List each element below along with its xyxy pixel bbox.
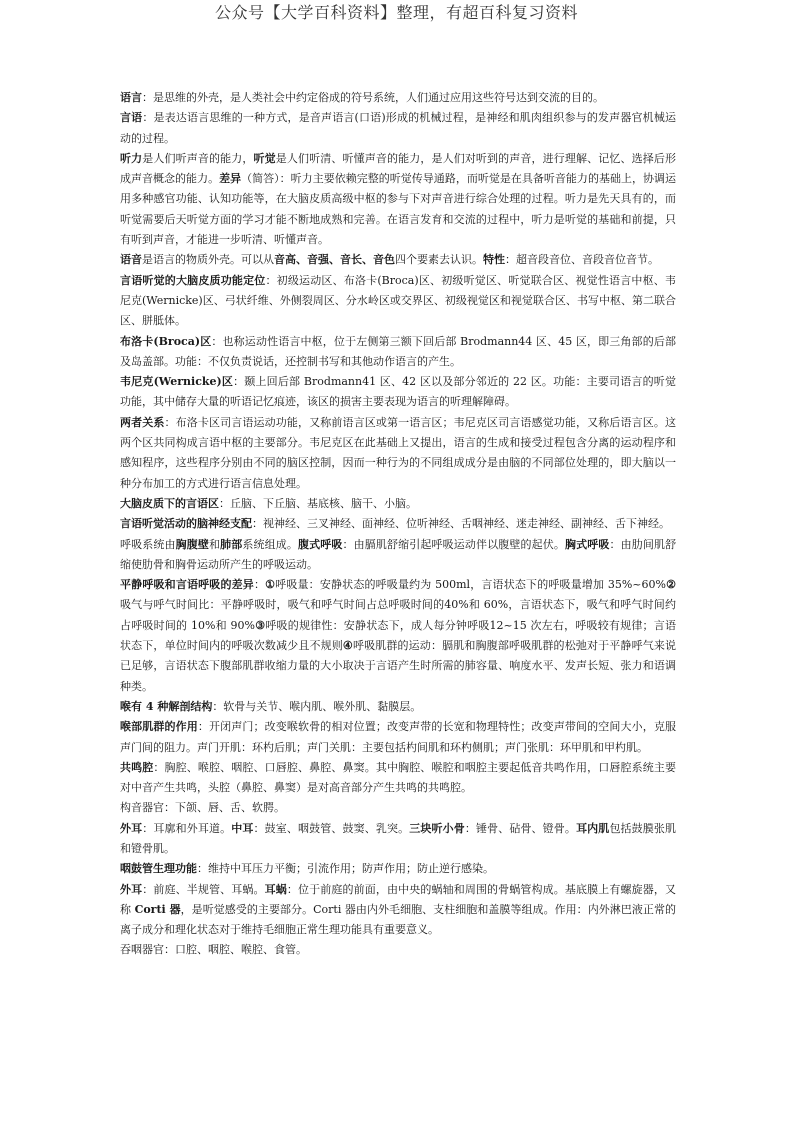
bold-term: 两者关系	[120, 415, 165, 429]
body-text: 吸气与呼气时间比：平静呼吸时，吸气和呼气时间占总呼吸时间的40%和 60%，言语状态下，吸气和呼气时间约占呼吸时间的 10%和 90%	[120, 598, 676, 632]
paragraph	[120, 514, 676, 534]
body-text: ：是表达语言思维的一种方式，是音声语言(口语)形成的机械过程，是神经和肌肉组织参与的发声器官机械运动的过程。	[120, 111, 676, 145]
bold-term: 喉有 4 种解剖结构	[120, 699, 213, 713]
bold-term: 大脑皮质下的言语区	[120, 496, 219, 510]
bold-term: 听力	[120, 151, 143, 165]
body-text: 呼吸量：安静状态的呼吸量约为 500ml，言语状态下的呼吸量增加 35%~60%	[275, 578, 666, 592]
bold-term: 共鸣腔	[120, 760, 154, 774]
bold-term: 言语	[120, 111, 143, 125]
bold-term: ④	[342, 639, 353, 653]
body-text: 是人们听声音的能力，	[142, 151, 254, 165]
bold-term: 外耳	[120, 821, 143, 835]
bold-term: ③	[255, 618, 266, 632]
paragraph	[120, 88, 676, 108]
bold-term: 韦尼克(Wernicke)区	[120, 375, 234, 389]
body-text: 构音器官：下颌、唇、舌、软腭。	[120, 801, 285, 815]
bold-term: 腹式呼吸	[298, 537, 343, 551]
body-text: ：	[253, 578, 266, 592]
body-text: ：颞上回后部 Brodmann41 区、42 区以及部分邻近的 22 区。功能：主要司语言的听觉功能，其中储存大量的听语记忆痕迹，该区的损害主要表现为语言的听理解障碍。	[120, 375, 677, 409]
bold-term: 肺部	[220, 537, 243, 551]
document-body	[120, 88, 676, 961]
paragraph	[120, 758, 676, 799]
body-text: 呼吸系统由	[120, 537, 176, 551]
body-text: 和	[209, 537, 221, 551]
bold-term: Corti 器	[134, 902, 181, 916]
page-header: 公众号【大学百科资料】整理，有超百科复习资料	[214, 3, 578, 22]
paragraph	[120, 880, 676, 941]
bold-term: 喉部肌群的作用	[120, 720, 198, 734]
body-text: 呼吸肌群的运动：膈肌和胸腹部呼吸肌群的松弛对于平静呼气来说已足够，言语状态下腹部肌群收缩力量的大小取决于言语产生时所需的肺容量、响度水平、发声长短、张力和语调种类。	[120, 639, 677, 693]
body-text: ：开闭声门；改变喉软骨的相对位置；改变声带的长宽和物理特性；改变声带间的空间大小，克服声门间的阻力。声门开肌：环杓后肌；声门关肌：主要包括杓间肌和环杓侧肌；声门张肌：环甲肌和甲杓肌。	[120, 720, 676, 754]
body-text: ：锤骨、砧骨、镫骨。	[464, 821, 577, 835]
body-text: ：维持中耳压力平衡；引流作用；防声作用；防止逆行感染。	[197, 862, 494, 876]
paragraph	[120, 798, 676, 818]
paragraph	[120, 697, 676, 717]
body-text: ：也称运动性语言中枢，位于左侧第三额下回后部 Brodmann44 区、45 区，即三角部的后部及岛盖部。功能：不仅负责说话，还控制书写和其他动作语言的产生。	[120, 334, 676, 368]
bold-term: 耳内肌	[576, 821, 610, 835]
body-text: ：由膈肌舒缩引起呼吸运动伴以腹壁的起伏。	[342, 537, 565, 551]
bold-term: 音高、音强、音长、音色	[274, 253, 395, 267]
body-text: 系统组成。	[242, 537, 298, 551]
body-text: 是语言的物质外壳。可以从	[142, 253, 274, 267]
bold-term: 语音	[120, 253, 142, 267]
body-text: ：胸腔、喉腔、咽腔、口唇腔、鼻腔、鼻窦。其中胸腔、喉腔和咽腔主要起低音共鸣作用，口唇腔系统主要对中音产生共鸣，头腔（鼻腔、鼻窦）是对高音部分产生共鸣的共鸣腔。	[120, 760, 677, 795]
body-text: ：超音段音位、音段音位音节。	[505, 253, 659, 267]
paragraph	[120, 535, 676, 576]
body-text: 包括鼓膜张肌和镫骨肌。	[120, 821, 677, 855]
body-text: ：耳廓和外耳道。	[142, 821, 232, 835]
paragraph	[120, 717, 676, 758]
bold-term: 言语听觉的大脑皮质功能定位	[120, 273, 266, 287]
paragraph	[120, 372, 676, 413]
bold-term: 特性	[483, 253, 505, 267]
body-text: （简答）：听力主要依赖完整的听觉传导通路，而听觉是在具备听音能力的基础上，协调运用多种感官功能、认知功能等，在大脑皮质高级中枢的参与下对声音进行综合处理的过程。听力是先天具有的，而听觉需要后天听觉方面的学习才能不断地成熟和完善。在语言发育和交流的过程中，听力是听觉的基础和前提，只有听到声音，才能进一步听清、听懂声音。	[120, 172, 677, 247]
paragraph	[120, 575, 676, 697]
body-text: 吞咽器官：口腔、咽腔、喉腔、食管。	[120, 943, 307, 957]
paragraph	[120, 250, 676, 270]
paragraph	[120, 494, 676, 514]
body-text: ：是思维的外壳，是人类社会中约定俗成的符号系统，人们通过应用这些符号达到交流的目的。	[142, 91, 604, 104]
paragraph	[120, 271, 676, 332]
body-text: ，是听觉感受的主要部分。Corti 器由内外毛细胞、支柱细胞和盖膜等组成。作用：内外淋巴液正常的离子成分和理化状态对于维持毛细胞正常生理功能具有重要意义。	[120, 902, 676, 937]
bold-term: 胸式呼吸	[564, 537, 610, 551]
body-text: ：前庭、半规管、耳蜗。	[142, 882, 265, 896]
paragraph	[120, 859, 676, 879]
bold-term: ②	[665, 578, 676, 592]
paragraph	[120, 413, 676, 494]
bold-term: 听觉	[253, 151, 276, 165]
body-text: ：布洛卡区司言语运动功能，又称前语言区或第一语言区；韦尼克区司言语感觉功能，又称后语言区。这两个区共同构成言语中枢的主要部分。韦尼克区在此基础上又提出，语言的生成和接受过程包含分离的运动程序和感知程序，这些程序分别由不同的脑区控制，因而一种行为的不同组成成分是由脑的不同部位处理的，即大脑以一种分布加工的方式进行语言信息处理。	[120, 415, 677, 490]
bold-term: 言语听觉活动的脑神经支配	[120, 517, 252, 531]
bold-term: 差异	[219, 172, 242, 186]
bold-term: 咽鼓管生理功能	[120, 862, 197, 876]
paragraph	[120, 940, 676, 960]
body-text: ：初级运动区、布洛卡(Broca)区、初级听觉区、听觉联合区、视觉性语言中枢、韦尼克(Wernicke)区、弓状纤维、外侧裂周区、分水岭区或交界区、初级视觉区和视觉联合区、书写中枢、第二联合区、胼胝体。	[120, 273, 676, 328]
bold-term: 中耳	[231, 821, 254, 835]
paragraph	[120, 332, 676, 373]
body-text: 呼吸的规律性：安静状态下，成人每分钟呼吸12~15 次左右，呼吸较有规律；言语状态下，单位时间内的呼吸次数减少且不规则	[120, 618, 676, 653]
bold-term: 平静呼吸和言语呼吸的差异	[120, 578, 254, 592]
bold-term: 胸腹壁	[175, 537, 209, 551]
body-text: ：由肋间肌舒缩使肋骨和胸骨运动所产生的呼吸运动。	[120, 537, 677, 571]
bold-term: 布洛卡(Broca)区	[120, 334, 212, 348]
body-text: ：丘脑、下丘脑、基底核、脑干、小脑。	[219, 496, 417, 510]
body-text: ：视神经、三叉神经、面神经、位听神经、舌咽神经、迷走神经、副神经、舌下神经。	[252, 517, 670, 531]
body-text: 四个要素去认识。	[395, 253, 483, 267]
bold-term: ①	[265, 578, 276, 592]
bold-term: 三块听小骨	[409, 821, 465, 835]
bold-term: 耳蜗	[264, 882, 287, 896]
bold-term: 外耳	[120, 882, 143, 896]
paragraph	[120, 149, 676, 250]
paragraph	[120, 819, 676, 860]
body-text: 是人们听清、听懂声音的能力，是人们对听到的声音，进行理解、记忆、选择后形成声音概念的能力。	[120, 151, 677, 186]
body-text: ：鼓室、咽鼓管、鼓窦、乳突。	[253, 821, 410, 835]
body-text: ：位于前庭的前面，由中央的蜗轴和周围的骨蜗管构成。基底膜上有螺旋器，又称	[120, 882, 677, 916]
body-text: ：软骨与关节、喉内肌、喉外肌、黏膜层。	[212, 699, 422, 713]
paragraph	[120, 108, 676, 149]
bold-term: 语言	[120, 91, 142, 104]
